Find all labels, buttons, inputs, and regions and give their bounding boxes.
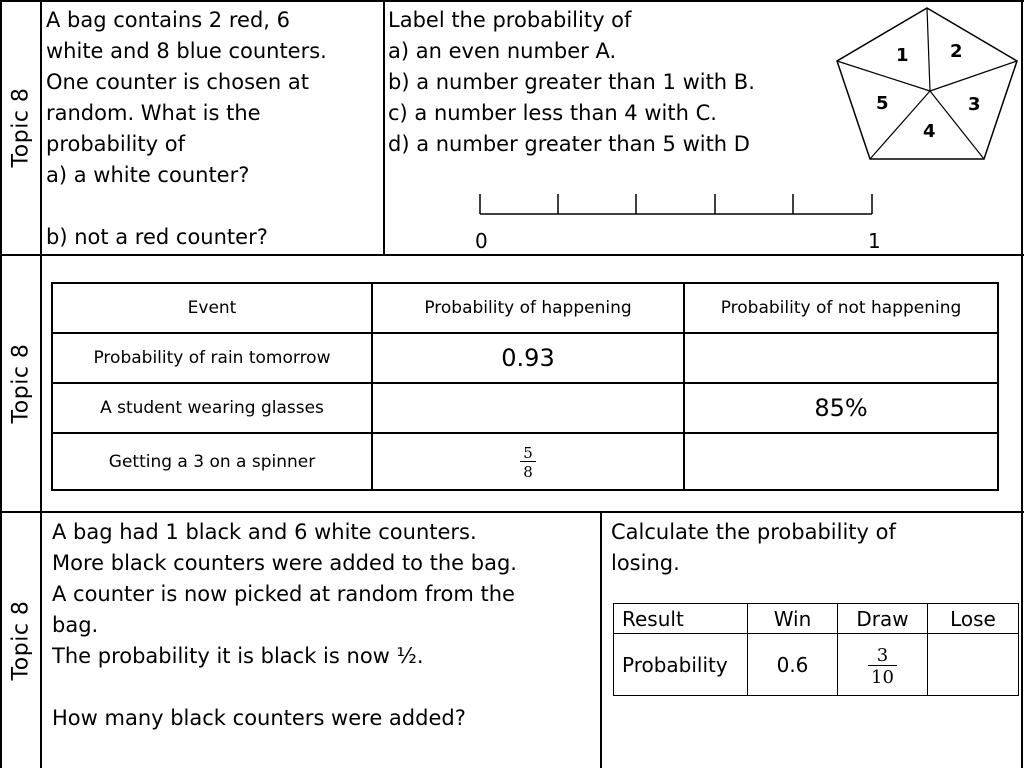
number-line-start-label: 0 (475, 229, 488, 253)
lose-probability-cell[interactable] (928, 634, 1019, 696)
header-win: Win (748, 604, 838, 634)
happening-cell[interactable] (372, 383, 684, 433)
row3-column-divider (600, 512, 602, 768)
q4-line (52, 672, 517, 703)
result-table (613, 603, 1019, 696)
q1-line: One counter is chosen at (46, 70, 310, 94)
fraction-denominator: 10 (868, 665, 897, 687)
q1-line: random. What is the (46, 101, 261, 125)
topic-label-row3: Topic 8 (8, 600, 34, 680)
fraction-denominator: 8 (520, 461, 536, 480)
header-lose: Lose (928, 604, 1019, 634)
spinner-divider (927, 8, 930, 91)
fraction-numerator: 3 (876, 645, 889, 666)
q4-line: A bag had 1 black and 6 white counters. (52, 520, 477, 544)
number-line-end-label: 1 (868, 229, 881, 253)
win-probability-cell: 0.6 (748, 634, 838, 696)
q2-line: a) an even number A. (388, 39, 617, 63)
probability-number-line (470, 188, 890, 218)
q4-line: How many black counters were added? (52, 706, 466, 730)
table-row (52, 383, 998, 433)
spinner-number: 5 (876, 93, 889, 114)
header-draw: Draw (838, 604, 928, 634)
q1-line: A bag contains 2 red, 6 (46, 8, 290, 32)
q2-line: d) a number greater than 5 with D (388, 132, 750, 156)
spinner-number: 1 (896, 45, 909, 66)
question-counters-bag (46, 5, 327, 253)
spinner-divider (837, 61, 930, 91)
happening-cell (372, 433, 684, 490)
not-happening-cell[interactable] (684, 333, 998, 383)
event-cell: Probability of rain tomorrow (52, 333, 372, 383)
table-header-row (614, 604, 1019, 634)
header-probability-not-happening: Probability of not happening (684, 283, 998, 333)
topic-label-row1: Topic 8 (8, 87, 34, 168)
q1-line: probability of (46, 132, 185, 156)
q4-line: The probability it is black is now ½. (52, 644, 424, 668)
table-header-row (52, 283, 998, 333)
spinner-divider (930, 61, 1017, 91)
q4-line: bag. (52, 613, 99, 637)
q5-line: Calculate the probability of (611, 520, 896, 544)
header-result: Result (614, 604, 748, 634)
spinner-number: 3 (968, 94, 981, 115)
q1-line: white and 8 blue counters. (46, 39, 327, 63)
draw-probability-cell (838, 634, 928, 696)
pentagon-spinner (830, 0, 1024, 168)
q2-line: b) a number greater than 1 with B. (388, 70, 755, 94)
header-event: Event (52, 283, 372, 333)
q1-line: b) not a red counter? (46, 225, 268, 249)
question-label-probability (388, 5, 755, 160)
not-happening-cell[interactable] (684, 433, 998, 490)
q2-line: c) a number less than 4 with C. (388, 101, 717, 125)
question-probability-losing (611, 517, 896, 579)
q4-line: A counter is now picked at random from the (52, 582, 515, 606)
table-row (614, 634, 1019, 696)
q5-line: losing. (611, 551, 680, 575)
fraction (868, 647, 897, 687)
topic-label-row2: Topic 8 (8, 343, 34, 424)
happening-cell: 0.93 (372, 333, 684, 383)
probability-table (51, 282, 999, 491)
q2-line: Label the probability of (388, 8, 632, 32)
table-row (52, 333, 998, 383)
row-divider-1 (0, 254, 1024, 256)
fraction (520, 446, 536, 480)
spinner-number: 2 (950, 41, 963, 62)
question-black-counters (52, 517, 517, 734)
q4-line: More black counters were added to the bag. (52, 551, 517, 575)
q1-line: a) a white counter? (46, 163, 250, 187)
not-happening-cell: 85% (684, 383, 998, 433)
spinner-number: 4 (923, 121, 936, 142)
row-label-probability: Probability (614, 634, 748, 696)
event-cell: Getting a 3 on a spinner (52, 433, 372, 490)
header-probability-happening: Probability of happening (372, 283, 684, 333)
fraction-numerator: 5 (523, 444, 533, 462)
q1-line (46, 191, 327, 222)
table-row (52, 433, 998, 490)
row-divider-2 (0, 511, 1024, 513)
row1-column-divider (383, 0, 385, 256)
event-cell: A student wearing glasses (52, 383, 372, 433)
